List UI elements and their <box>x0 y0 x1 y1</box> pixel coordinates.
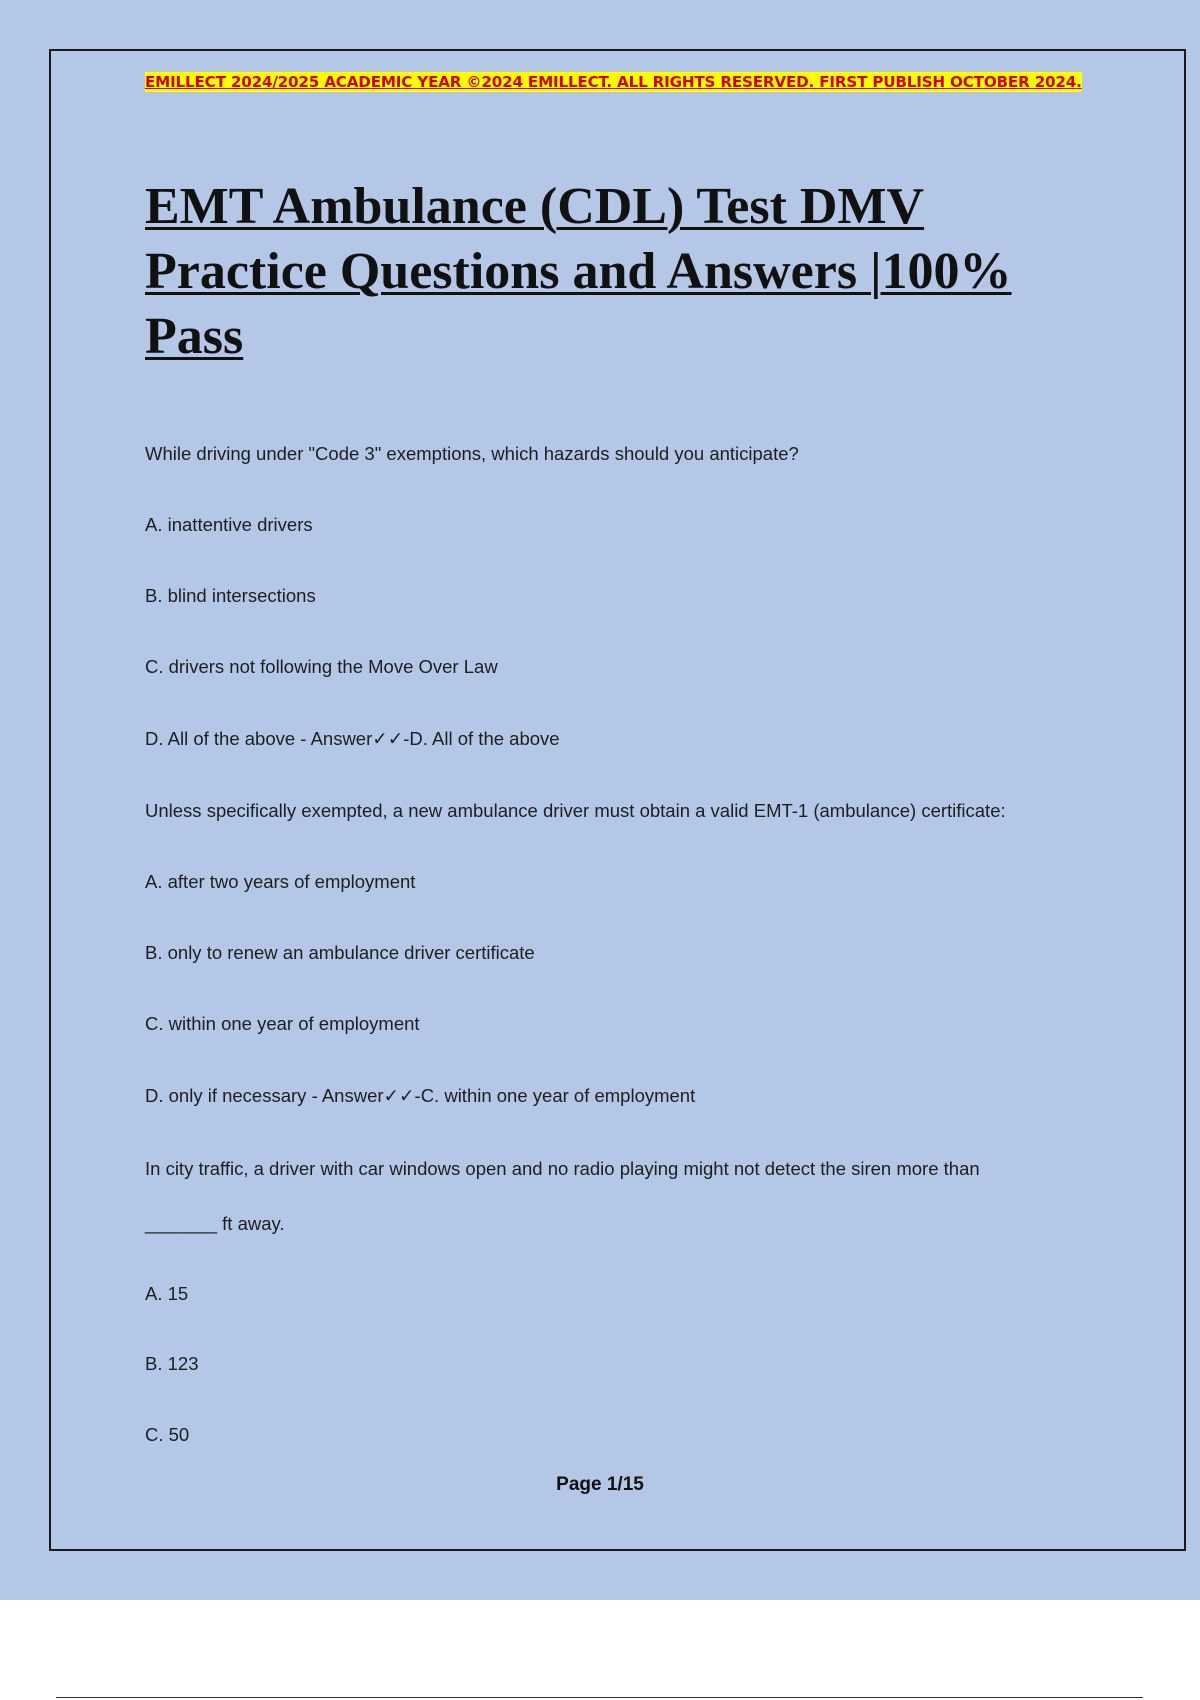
copyright-banner: EMILLECT 2024/2025 ACADEMIC YEAR ©2024 EMILLECT. ALL RIGHTS RESERVED. FIRST PUBLISH OCTOBER 2024. <box>145 73 1082 91</box>
divider <box>56 1697 1143 1698</box>
question-text: Unless specifically exempted, a new ambulance driver must obtain a valid EMT-1 (ambulance) certificate: <box>145 800 1006 821</box>
title-line-2: Practice Questions and Answers |100% <box>145 243 1012 300</box>
answer-option: B. 123 <box>145 1353 199 1374</box>
document-title <box>145 174 1075 369</box>
answer-option-with-key: D. All of the above - Answer✓✓-D. All of the above <box>145 728 560 749</box>
answer-option: C. within one year of employment <box>145 1013 420 1034</box>
answer-option: B. blind intersections <box>145 585 316 606</box>
question-text: While driving under "Code 3" exemptions, which hazards should you anticipate? <box>145 443 799 464</box>
answer-option: A. inattentive drivers <box>145 514 313 535</box>
title-line-1: EMT Ambulance (CDL) Test DMV <box>145 178 925 235</box>
answer-option: B. only to renew an ambulance driver certificate <box>145 942 535 963</box>
answer-option: C. 50 <box>145 1424 190 1445</box>
question-text: In city traffic, a driver with car windows open and no radio playing might not detect the siren more than <box>145 1158 980 1179</box>
title-line-3: Pass <box>145 308 244 365</box>
answer-option-with-key: D. only if necessary - Answer✓✓-C. within one year of employment <box>145 1085 696 1106</box>
answer-option: C. drivers not following the Move Over Law <box>145 656 498 677</box>
page-indicator: Page 1/15 <box>556 1474 644 1495</box>
header-area <box>145 72 1105 369</box>
answer-option: A. after two years of employment <box>145 871 416 892</box>
question-text-continued: _______ ft away. <box>145 1213 285 1234</box>
answer-option: A. 15 <box>145 1283 189 1304</box>
